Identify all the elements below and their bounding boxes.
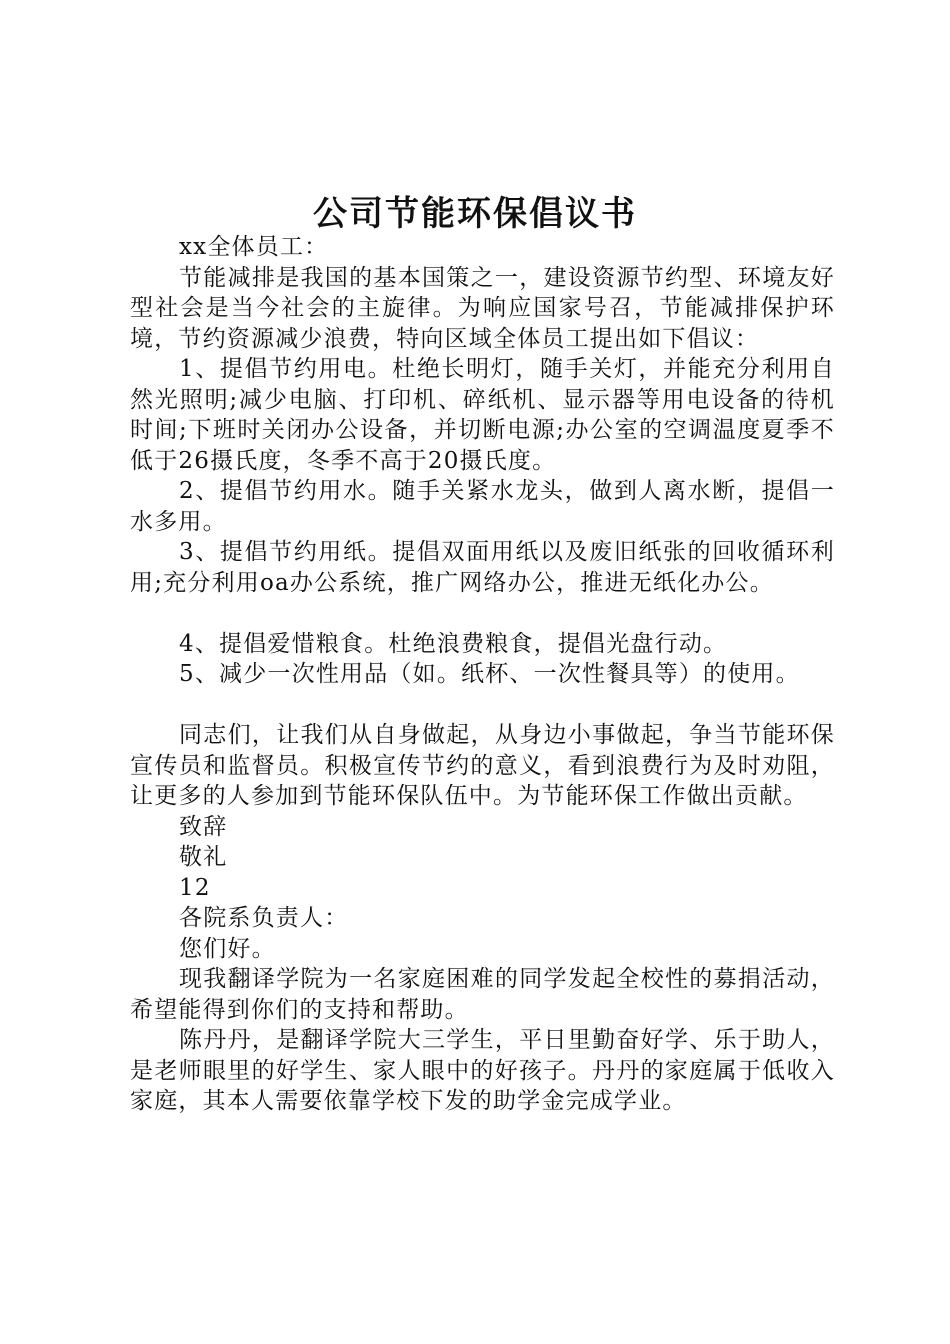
item-paper: 3、提倡节约用纸。提倡双面用纸以及废旧纸张的回收循环利用;充分利用oa办公系统，推广网络办公，推进无纸化办公。 [130, 539, 835, 596]
spacer [130, 598, 835, 629]
item-food: 4、提倡爱惜粮食。杜绝浪费粮食，提倡光盘行动。 [179, 630, 728, 657]
paragraph-student: 陈丹丹，是翻译学院大三学生，平日里勤奋好学、乐于助人，是老师眼里的好学生、家人眼中的好孩子。丹丹的家庭属于低收入家庭，其本人需要依靠学校下发的助学金完成学业。 [130, 1027, 835, 1114]
salutation: xx全体员工： [179, 234, 329, 260]
document-title: 公司节能环保倡议书 [313, 194, 637, 234]
spacer [130, 690, 835, 721]
greeting: 您们好。 [179, 935, 276, 962]
item-electricity: 1、提倡节约用电。杜绝长明灯，随手关灯，并能充分利用自然光照明;减少电脑、打印机、碎纸机、显示器等用电设备的待机时间;下班时关闭办公设备，并切断电源;办公室的空调温度夏季不低于26摄氏度，冬季不高于20摄氏度。 [130, 356, 835, 474]
item-disposables: 5、减少一次性用品（如。纸杯、一次性餐具等）的使用。 [179, 661, 800, 687]
second-salutation: 各院系负责人： [179, 905, 349, 931]
item-water: 2、提倡节约用水。随手关紧水龙头，做到人离水断，提倡一水多用。 [130, 478, 835, 535]
closing-words: 致辞 [179, 813, 228, 840]
regards: 敬礼 [179, 844, 228, 870]
number-line: 12 [179, 874, 211, 901]
paragraph-donation: 现我翻译学院为一名家庭困难的同学发起全校性的募捐活动，希望能得到你们的支持和帮助。 [130, 966, 835, 1023]
paragraph-intro: 节能减排是我国的基本国策之一，建设资源节约型、环境友好型社会是当今社会的主旋律。为响应国家号召，节能减排保护环境，节约资源减少浪费，特向区域全体员工提出如下倡议： [130, 264, 835, 352]
document-body [130, 232, 835, 1117]
paragraph-closing: 同志们，让我们从自身做起，从身边小事做起，争当节能环保宣传员和监督员。积极宣传节约的意义，看到浪费行为及时劝阻，让更多的人参加到节能环保队伍中。为节能环保工作做出贡献。 [130, 722, 835, 809]
